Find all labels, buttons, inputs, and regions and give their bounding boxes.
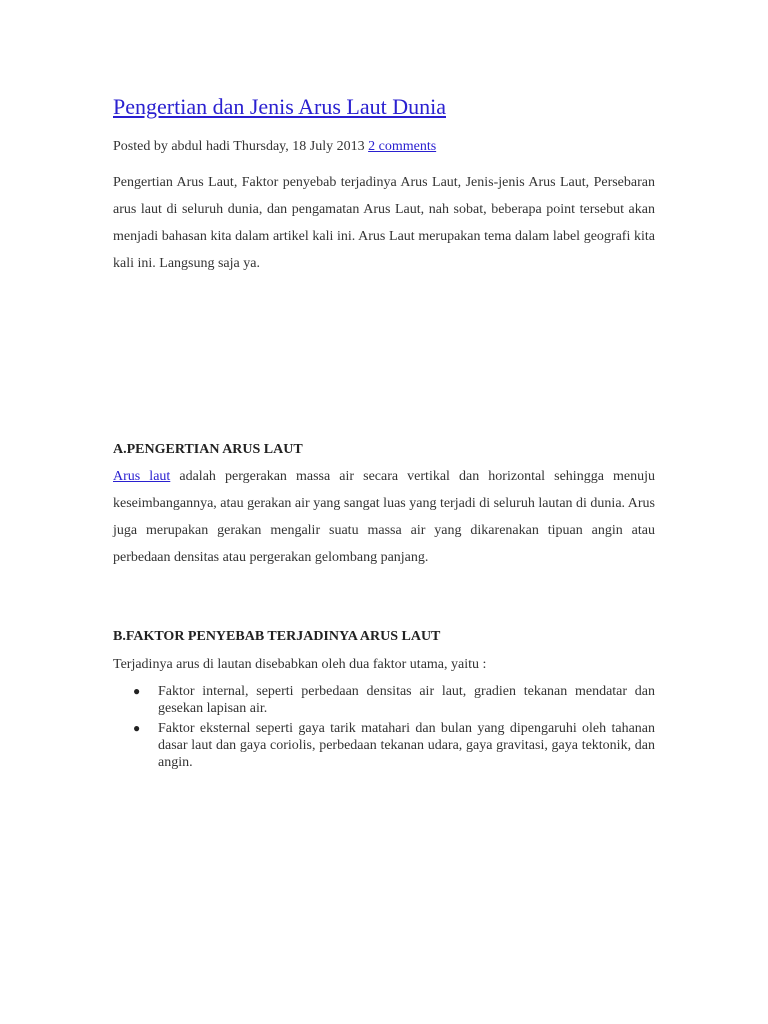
bullet-icon: ●: [133, 684, 141, 698]
arus-laut-link[interactable]: Arus laut: [113, 469, 171, 484]
bullet-icon: ●: [133, 721, 141, 735]
post-title: [113, 93, 446, 121]
list-item-text: Faktor internal, seperti perbedaan densitas air laut, gradien tekanan mendatar dan gesekan lapisan air.: [158, 684, 655, 716]
list-item: [113, 683, 655, 717]
section-a-paragraph: [113, 463, 655, 571]
comments-link[interactable]: 2 comments: [368, 139, 437, 154]
post-meta: [113, 138, 436, 156]
list-item-text: Faktor eksternal seperti gaya tarik matahari dan bulan yang dipengaruhi oleh tahanan dasar laut dan gaya coriolis, perbedaan tekanan udara, gaya gravitasi, gaya tektonik, dan angin.: [158, 721, 655, 770]
intro-paragraph: Pengertian Arus Laut, Faktor penyebab terjadinya Arus Laut, Jenis-jenis Arus Laut, Persebaran arus laut di seluruh dunia, dan pengamatan Arus Laut, nah sobat, beberapa point tersebut akan menjadi bahasan kita dalam artikel kali ini. Arus Laut merupakan tema dalam label geografi kita kali ini. Langsung saja ya.: [113, 175, 655, 271]
list-item: [113, 720, 655, 771]
post-meta-text: Posted by abdul hadi Thursday, 18 July 2013: [113, 139, 365, 154]
section-b-heading: B.FAKTOR PENYEBAB TERJADINYA ARUS LAUT: [113, 629, 441, 644]
post-title-link[interactable]: Pengertian dan Jenis Arus Laut Dunia: [113, 94, 446, 119]
section-a-body-text: adalah pergerakan massa air secara vertikal dan horizontal sehingga menuju keseimbangannya, atau gerakan air yang sangat luas yang terjadi di seluruh lautan di dunia. Arus juga merupakan gerakan mengalir suatu massa air yang dikarenakan tipuan angin atau perbedaan densitas atau pergerakan gelombang panjang.: [113, 469, 655, 565]
section-a-heading: A.PENGERTIAN ARUS LAUT: [113, 442, 303, 457]
factor-list: [113, 683, 655, 774]
section-b-lead: Terjadinya arus di lautan disebabkan oleh dua faktor utama, yaitu :: [113, 657, 487, 672]
